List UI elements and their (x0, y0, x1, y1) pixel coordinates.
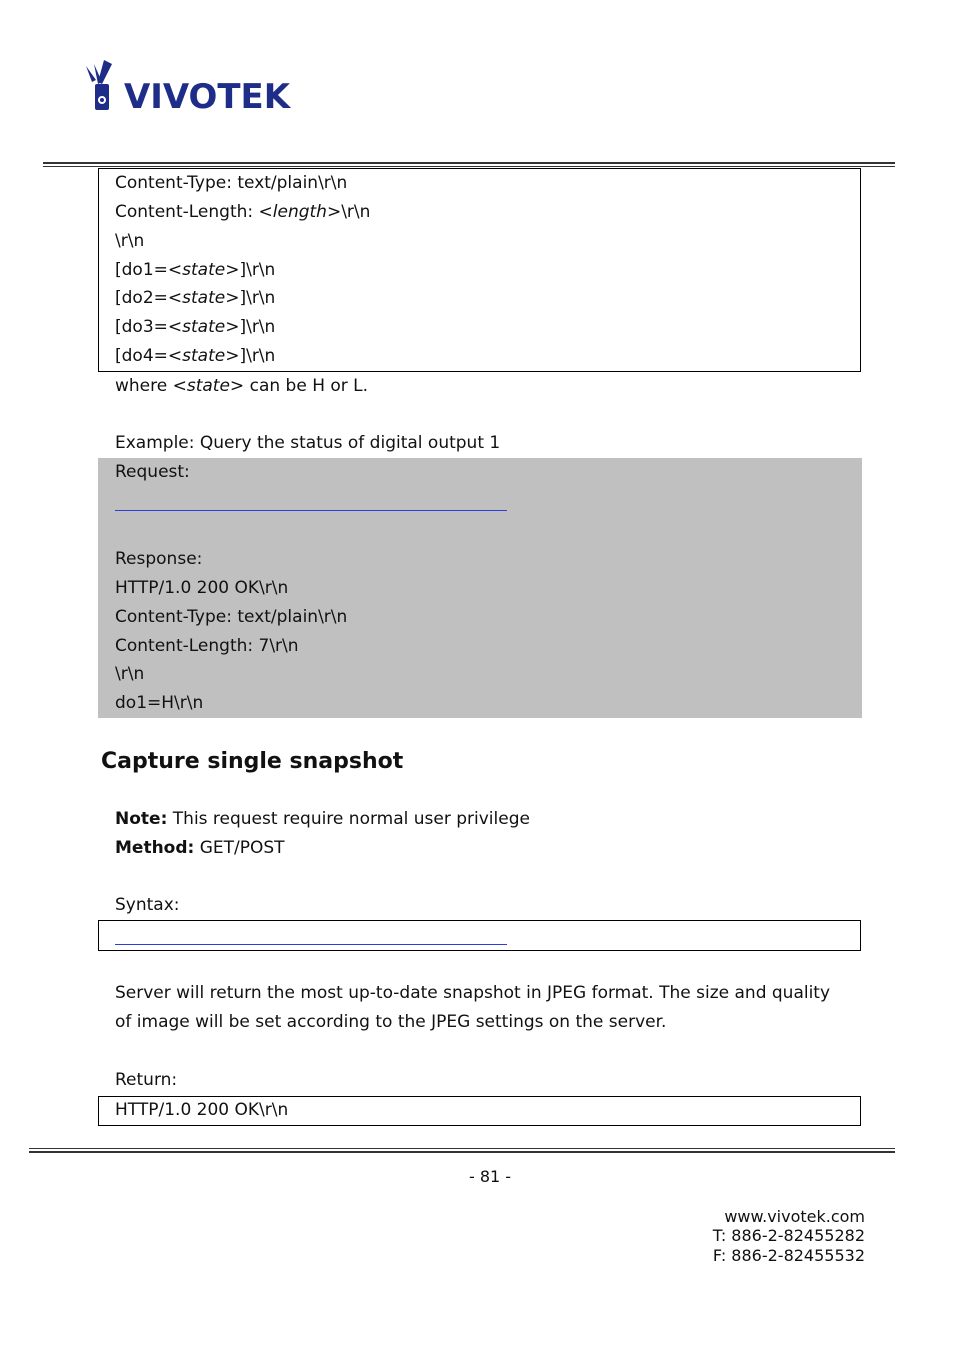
code-line: [do4=<state>]\r\n (115, 346, 276, 366)
response-label: Response: (115, 549, 203, 569)
code-line: [do3=<state>]\r\n (115, 317, 276, 337)
example-title: Example: Query the status of digital output 1 (115, 433, 501, 453)
code-line: \r\n (115, 231, 145, 251)
response-line: do1=H\r\n (115, 693, 204, 713)
state-note: where <state> can be H or L. (115, 376, 369, 396)
header-rule-thin (43, 166, 895, 167)
footer-website[interactable]: www.vivotek.com (724, 1207, 865, 1226)
return-label: Return: (115, 1070, 178, 1090)
camera-icon (86, 60, 112, 110)
page-number: - 81 - (468, 1167, 512, 1186)
request-url-link[interactable] (115, 510, 507, 511)
header-rule (43, 162, 895, 164)
footer-fax: F: 886-2-82455532 (712, 1246, 865, 1265)
request-label: Request: (115, 462, 190, 482)
footer-rule-thin (29, 1148, 895, 1149)
footer-rule (29, 1151, 895, 1153)
return-line: HTTP/1.0 200 OK\r\n (115, 1100, 289, 1120)
logo-wordmark: VIVOTEK (124, 77, 292, 116)
note-line: Note: This request require normal user privilege (115, 809, 530, 829)
response-line: Content-Length: 7\r\n (115, 636, 299, 656)
syntax-label: Syntax: (115, 895, 180, 915)
code-line: Content-Type: text/plain\r\n (115, 173, 348, 193)
method-line: Method: GET/POST (115, 838, 285, 858)
vivotek-logo (84, 60, 294, 116)
footer-phone: T: 886-2-82455282 (712, 1226, 865, 1245)
code-line: [do1=<state>]\r\n (115, 260, 276, 280)
response-line: HTTP/1.0 200 OK\r\n (115, 578, 289, 598)
syntax-url-link[interactable] (115, 944, 507, 945)
response-line: Content-Type: text/plain\r\n (115, 607, 348, 627)
section-title: Capture single snapshot (101, 749, 404, 774)
description-line: of image will be set according to the JPEG settings on the server. (115, 1012, 667, 1032)
response-line: \r\n (115, 664, 145, 684)
syntax-box (98, 920, 861, 951)
description-line: Server will return the most up-to-date snapshot in JPEG format. The size and quality (115, 983, 831, 1003)
code-line: [do2=<state>]\r\n (115, 288, 276, 308)
code-line: Content-Length: <length>\r\n (115, 202, 371, 222)
